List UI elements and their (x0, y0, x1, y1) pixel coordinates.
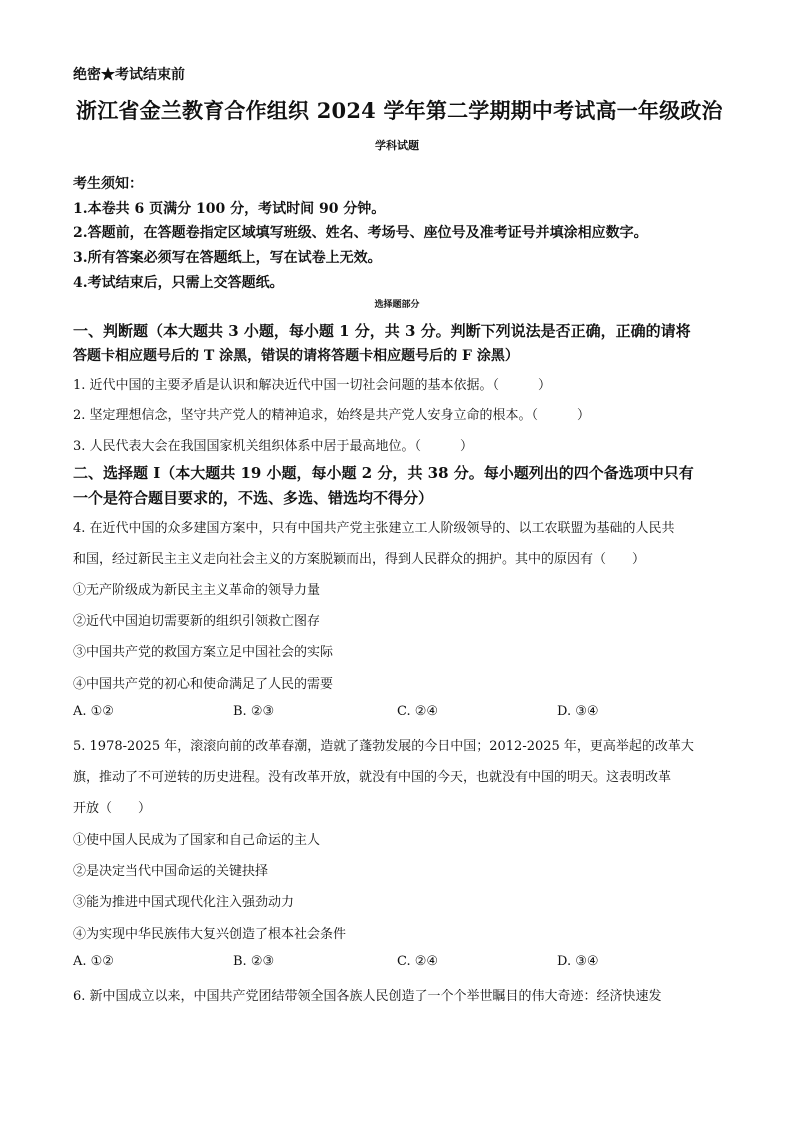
q5-stem-line-2: 旗，推动了不可逆转的历史进程。没有改革开放，就没有中国的今天，也就没有中国的明天。这表明改革 (73, 770, 672, 785)
part1-heading-line-1: 一、判断题（本大题共 3 小题，每小题 1 分，共 3 分。判断下列说法是否正确，正确的请将 (73, 322, 691, 340)
q5-item: ③能为推进中国式现代化注入强劲动力 (73, 895, 295, 910)
q4-item: ②近代中国迫切需要新的组织引领救亡图存 (73, 614, 321, 629)
notice-item: 1.本卷共 6 页满分 100 分，考试时间 90 分钟。 (73, 201, 386, 217)
question-2: 2. 坚定理想信念，坚守共产党人的精神追求，始终是共产党人安身立命的根本。（ ） (73, 408, 591, 423)
q4-stem-line-1: 4. 在近代中国的众多建国方案中，只有中国共产党主张建立工人阶级领导的、以工农联盟为基础的人民共 (73, 521, 675, 536)
q4-option-a: A. ①② (73, 704, 114, 719)
part1-heading-line-2: 答题卡相应题号后的 T 涂黑，错误的请将答题卡相应题号后的 F 涂黑） (73, 348, 519, 364)
q5-option-d: D. ③④ (557, 954, 599, 969)
q4-item: ①无产阶级成为新民主主义革命的领导力量 (73, 583, 321, 598)
q6-stem-line-1: 6. 新中国成立以来，中国共产党团结带领全国各族人民创造了一个个举世瞩目的伟大奇迹：经济快速发 (73, 989, 662, 1004)
notice-heading: 考生须知： (73, 176, 143, 192)
q4-option-c: C. ②④ (397, 704, 439, 719)
notice-item: 3.所有答案必须写在答题纸上，写在试卷上无效。 (73, 250, 382, 266)
notice-item: 2.答题前，在答题卷指定区域填写班级、姓名、考场号、座位号及准考证号并填涂相应数字。 (73, 225, 648, 241)
exam-title-line-1: 浙江省金兰教育合作组织 2024 学年第二学期期中考试高一年级政治 (76, 98, 723, 123)
exam-title-line-2: 学科试题 (375, 139, 419, 152)
q5-stem-line-3: 开放（ ） (73, 801, 152, 816)
part2-heading-line-2: 一个是符合题目要求的，不选、多选、错选均不得分） (73, 489, 434, 507)
confidential-label: 绝密★考试结束前 (73, 67, 185, 83)
q5-option-a: A. ①② (73, 954, 114, 969)
notice-item: 4.考试结束后，只需上交答题纸。 (73, 275, 284, 291)
question-1: 1. 近代中国的主要矛盾是认识和解决近代中国一切社会问题的基本依据。（ ） (73, 378, 552, 393)
q4-option-b: B. ②③ (233, 704, 275, 719)
q5-item: ①使中国人民成为了国家和自己命运的主人 (73, 833, 321, 848)
q5-option-b: B. ②③ (233, 954, 275, 969)
q5-item: ④为实现中华民族伟大复兴创造了根本社会条件 (73, 927, 347, 942)
q5-item: ②是决定当代中国命运的关键抉择 (73, 864, 269, 879)
question-3: 3. 人民代表大会在我国国家机关组织体系中居于最高地位。（ ） (73, 439, 474, 454)
q4-stem-line-2: 和国，经过新民主主义走向社会主义的方案脱颖而出，得到人民群众的拥护。其中的原因有（ ） (73, 552, 646, 567)
part2-heading-line-1: 二、选择题 I（本大题共 19 小题，每小题 2 分，共 38 分。每小题列出的四个备选项中只有 (73, 464, 694, 482)
q4-option-d: D. ③④ (557, 704, 599, 719)
q4-item: ③中国共产党的救国方案立足中国社会的实际 (73, 645, 334, 660)
q5-option-c: C. ②④ (397, 954, 439, 969)
q4-item: ④中国共产党的初心和使命满足了人民的需要 (73, 677, 334, 692)
section-title: 选择题部分 (374, 300, 420, 310)
q5-stem-line-1: 5. 1978-2025 年，滚滚向前的改革春潮，造就了蓬勃发展的今日中国；2012-2025 年，更高举起的改革大 (73, 739, 694, 754)
